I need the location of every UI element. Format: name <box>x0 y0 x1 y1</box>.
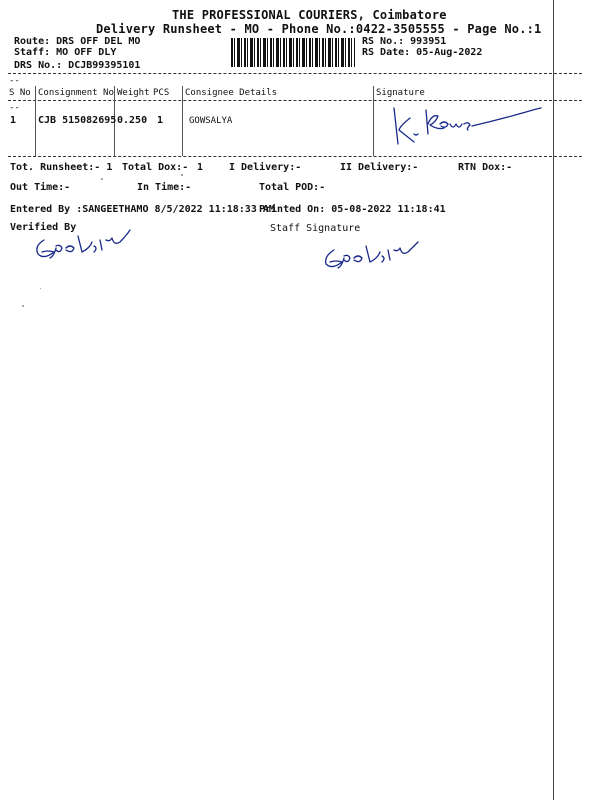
col-header-signature: Signature <box>376 88 425 98</box>
scan-line <box>553 0 554 800</box>
total-dox-label: Total Dox:- <box>122 162 189 173</box>
col-header-weight: Weight <box>117 88 150 98</box>
dash-marker: -- <box>9 76 20 86</box>
total-dox-value: 1 <box>197 162 204 173</box>
tot-runsheet: Tot. Runsheet:- 1 <box>10 162 113 173</box>
scan-speck <box>22 305 24 307</box>
staff-label: Staff: MO OFF DLY <box>14 47 117 58</box>
divider-bottom <box>8 156 582 157</box>
col-divider <box>35 86 36 156</box>
row-consignee: GOWSALYA <box>189 116 233 126</box>
total-pod: Total POD:- <box>259 182 326 193</box>
col-header-pcs: PCS <box>153 88 170 98</box>
in-time: In Time:- <box>137 182 192 193</box>
verifier-signature <box>30 226 134 262</box>
scan-speck <box>101 178 103 180</box>
row-pcs: 1 <box>157 115 164 126</box>
runsheet-subtitle: Delivery Runsheet - MO - Phone No.:0422-3505555 - Page No.:1 <box>96 22 542 36</box>
col-header-sno: S No <box>9 88 31 98</box>
divider-top <box>8 73 582 74</box>
route-label: Route: DRS OFF DEL MO <box>14 36 141 47</box>
staff-signature-label: Staff Signature <box>270 223 361 234</box>
out-time: Out Time:- <box>10 182 71 193</box>
company-title: THE PROFESSIONAL COURIERS, Coimbatore <box>172 8 447 22</box>
drs-number: DRS No.: DCJB99395101 <box>14 60 141 71</box>
staff-signature <box>320 240 420 274</box>
rs-number: RS No.: 993951 <box>362 36 447 47</box>
col-header-consignment: Consignment No <box>38 88 114 98</box>
row-weight: 0.250 <box>117 115 148 126</box>
scan-speck <box>181 174 183 176</box>
verified-by-label: Verified By <box>10 222 77 233</box>
col-header-consignee: Consignee Details <box>185 88 278 98</box>
printed-on: Printed On: 05-08-2022 11:18:41 <box>259 204 446 215</box>
scan-speck <box>40 288 41 289</box>
rtn-dox: RTN Dox:- <box>458 162 513 173</box>
dash-marker-2: -- <box>9 103 20 113</box>
row-sno: 1 <box>10 115 17 126</box>
rs-date: RS Date: 05-Aug-2022 <box>362 47 483 58</box>
divider-header <box>8 100 582 101</box>
entered-by: Entered By :SANGEETHAMO 8/5/2022 11:18:33 AM <box>10 204 275 215</box>
barcode <box>231 38 355 67</box>
col-divider <box>373 86 374 156</box>
consignee-signature <box>388 104 548 148</box>
row-consignment: CJB 515082695 <box>38 115 117 126</box>
ii-delivery: II Delivery:- <box>340 162 419 173</box>
col-divider <box>182 86 183 156</box>
i-delivery: I Delivery:- <box>229 162 302 173</box>
